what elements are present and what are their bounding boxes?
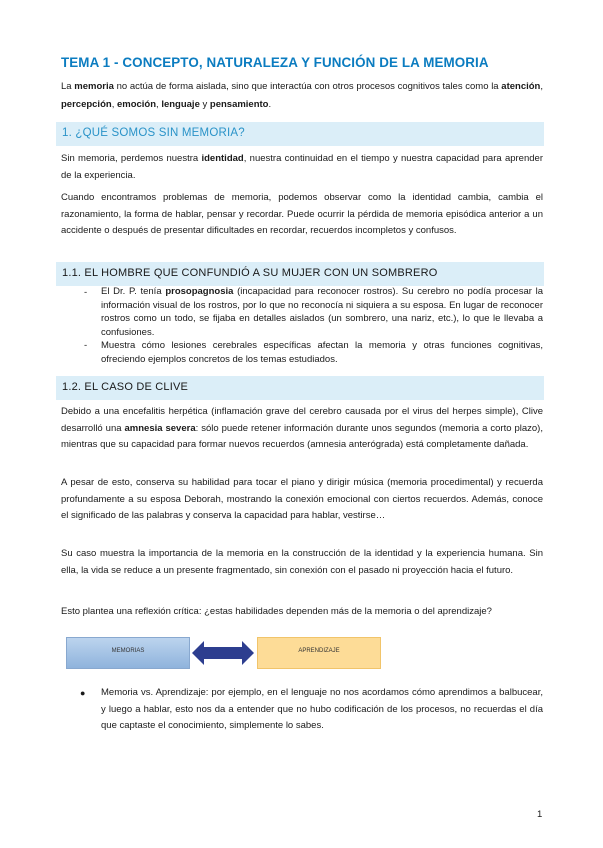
section12-paragraph-1 [61, 404, 543, 454]
intro-sep: , [111, 98, 117, 110]
text-run: Debido a una encefalitis herpética (inflamación grave del cerebro causada por el virus del herpes simple), Clive desarrolló una [61, 406, 543, 434]
double-arrow-icon [192, 639, 254, 667]
intro-bold: atención [501, 81, 541, 92]
intro-bold: emoción [116, 98, 157, 110]
subsection-heading: 1.1. EL HOMBRE QUE CONFUNDIÓ A SU MUJER CON UN SOMBRERO [62, 267, 438, 279]
text-run: , nuestra continuidad en el tiempo y nuestra capacidad para aprender de la experiencia. [61, 153, 543, 181]
intro-sep: , [540, 81, 543, 92]
intro-sep: . [268, 98, 272, 110]
intro-paragraph [61, 78, 543, 113]
intro-bold: lenguaje [161, 98, 200, 110]
section12-paragraph-3: Su caso muestra la importancia de la memoria en la construcción de la identidad y la experiencia humana. Sin ella, la vida se reduce a un presente fragmentado, sin conexión con el pasado ni proyección hacia el futuro. [61, 548, 543, 576]
text-run: El Dr. P. tenía [101, 286, 166, 297]
text-run: (incapacidad para reconocer rostros). Su cerebro no podía procesar la información visual de los rostros, por lo que no reconocía ni siquiera a su esposa. En lugar de reconocer rostros como un todo, se fijaba en detalles aislados (un sombrero, una nariz, etc.), lo que le llevaba a confusiones. [101, 286, 543, 338]
aprendizaje-label: APRENDIZAJE [298, 648, 340, 654]
text-run: Sin memoria, perdemos nuestra [61, 153, 202, 164]
memorias-box [66, 637, 190, 669]
subsection-heading: 1.2. EL CASO DE CLIVE [62, 381, 189, 393]
bullet-paragraph: Memoria vs. Aprendizaje: por ejemplo, en el lenguaje no nos acordamos cómo aprendimos a balbucear, y luego a hablar, esto nos da a entender que no hubo codificación de los procesos, no recuerdas el día que captaste el conocimiento, simplemente lo sabes. [101, 687, 543, 731]
intro-bold: percepción [61, 98, 112, 110]
section-heading: 1. ¿QUÉ SOMOS SIN MEMORIA? [62, 127, 245, 139]
list-item: Muestra cómo lesiones cerebrales específicas afectan la memoria y otras funciones cognitivas, ofreciendo ejemplos concretos de los temas estudiados. [101, 340, 543, 365]
aprendizaje-box [257, 637, 381, 669]
section12-paragraph-4: Esto plantea una reflexión crítica: ¿estas habilidades dependen más de la memoria o del aprendizaje? [61, 606, 492, 617]
subsection-heading-band [56, 262, 544, 286]
text-run: : sólo puede retener información durante unos segundos (memoria a corto plazo), mientras que su capacidad para formar nuevos recuerdos (amnesia anterógrada) está completamente dañada. [61, 422, 543, 450]
dash-marker: - [84, 340, 88, 351]
intro-sep: , [156, 98, 162, 110]
section-heading-band [56, 122, 544, 146]
section12-paragraph-2: A pesar de esto, conserva su habilidad para tocar el piano y dirigir música (memoria procedimental) y recuerda profundamente a su esposa Deborah, mostrando la conexión emocional con ciertos recuerdos. Además, conoce el significado de las palabras y conserva la capacidad para hablar, vestirse… [61, 477, 543, 521]
section1-paragraph-2: Cuando encontramos problemas de memoria, podemos observar como la identidad cambia, cambia el razonamiento, la forma de hablar, pensar y recordar. Puede ocurrir la pérdida de memoria episódica anterior a un accidente o después de presentar dificultades en recordar, recuerdos incompletos y confusos. [61, 192, 543, 236]
intro-text: no actúa de forma aislada, sino que interactúa con otros procesos cognitivos tales como la [113, 81, 502, 92]
page-title: TEMA 1 - CONCEPTO, NATURALEZA Y FUNCIÓN DE LA MEMORIA [61, 55, 489, 70]
intro-text: La [61, 81, 75, 92]
list-item [101, 285, 543, 339]
memorias-label: MEMORIAS [111, 648, 145, 654]
subsection-heading-band [56, 376, 544, 400]
intro-sep: y [199, 98, 210, 110]
section1-paragraph-1 [61, 151, 543, 184]
bold-amnesia-severa: amnesia severa [124, 422, 196, 434]
intro-bold: pensamiento [209, 98, 269, 110]
page-number: 1 [537, 809, 543, 820]
intro-bold-memoria: memoria [74, 81, 114, 92]
bold-prosopagnosia: prosopagnosia [165, 286, 234, 297]
bold-identidad: identidad [201, 153, 244, 164]
bullet-icon: ● [80, 688, 86, 698]
dash-marker: - [84, 287, 88, 298]
